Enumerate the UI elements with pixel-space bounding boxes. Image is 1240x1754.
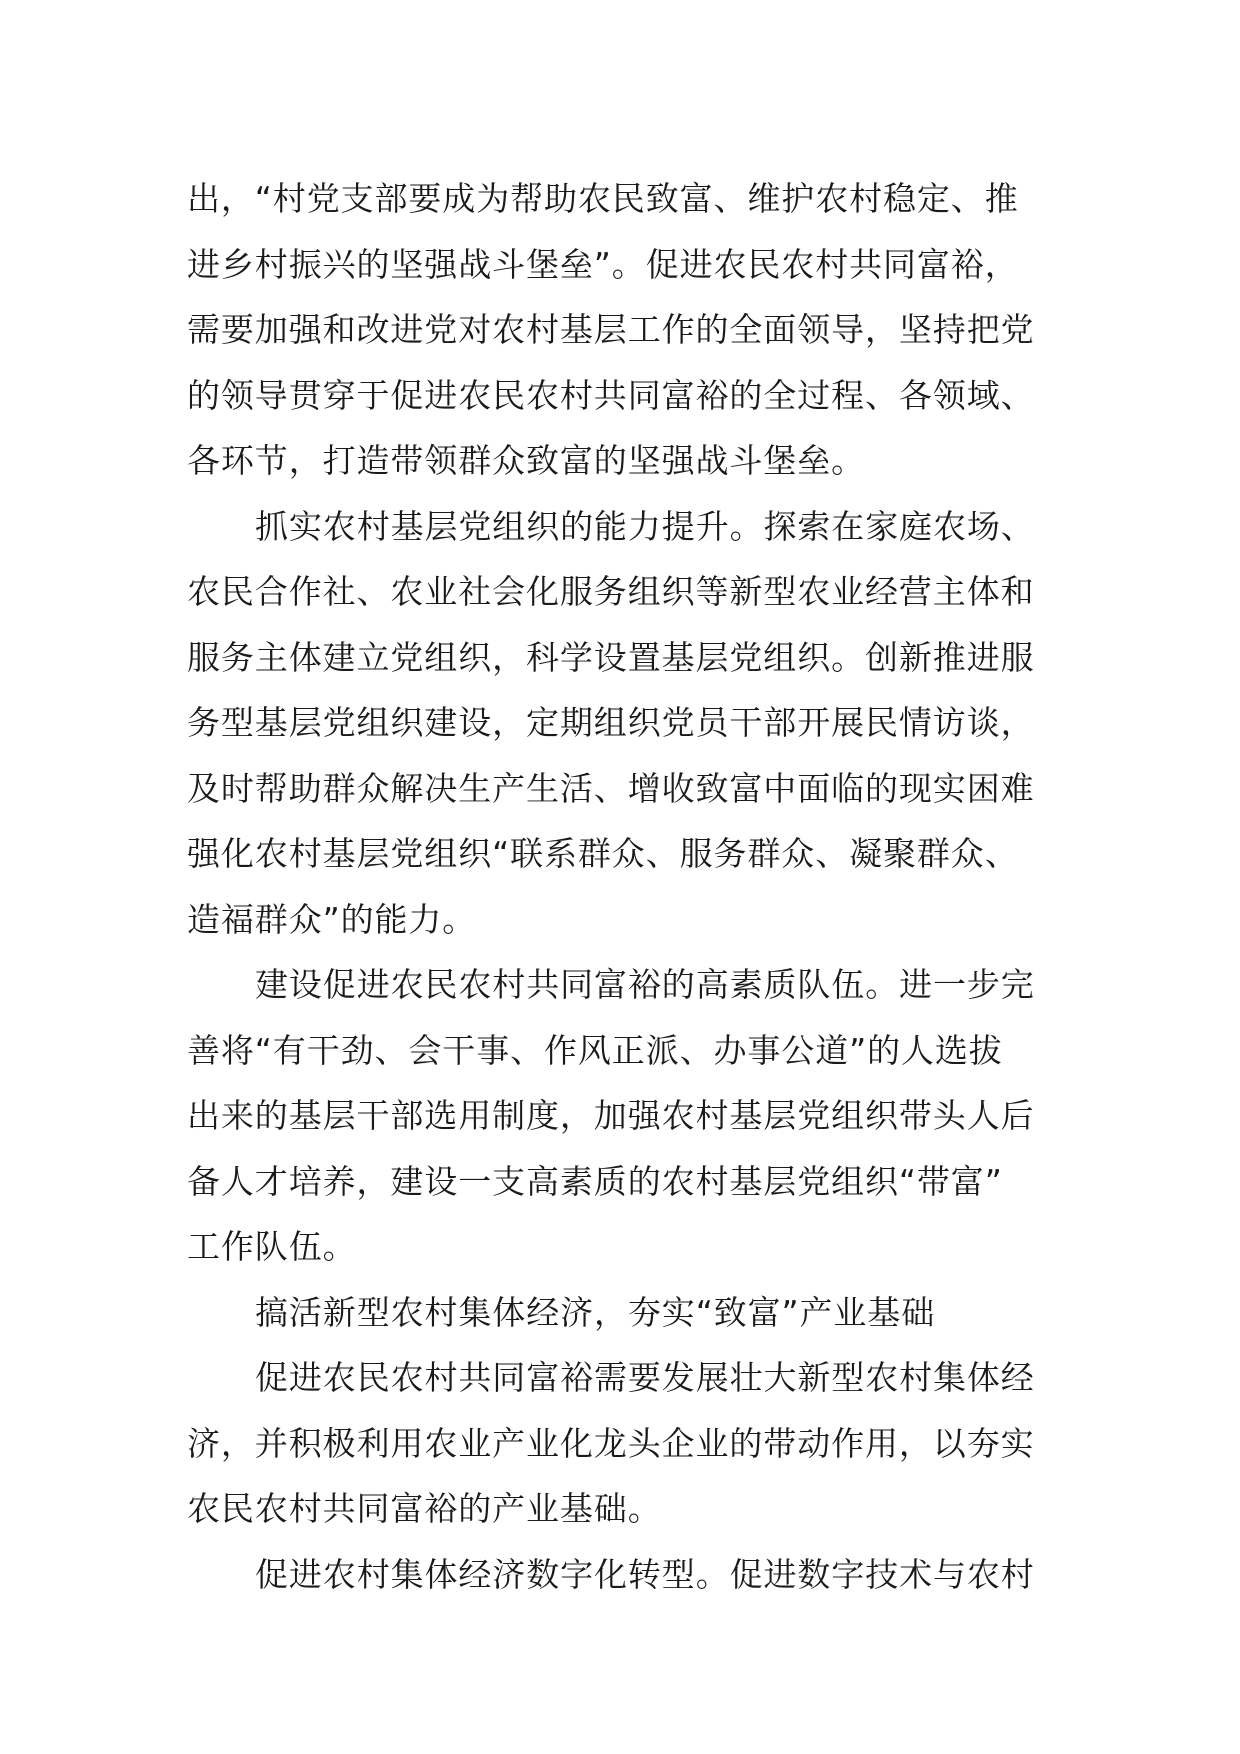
text-line: 搞活新型农村集体经济，夯实“致富”产业基础: [255, 1292, 936, 1332]
paragraph-5: [187, 1345, 1053, 1542]
paragraph-6: [187, 1542, 1053, 1608]
text-line: 建设促进农民农村共同富裕的高素质队伍。进一步完: [255, 965, 1035, 1004]
text-line: 需要加强和改进党对农村基层工作的全面领导，坚持把党: [187, 310, 1035, 349]
text-line: 造福群众”的能力。: [187, 899, 477, 939]
paragraph-2: [187, 494, 1053, 953]
text-line: 及时帮助群众解决生产生活、增收致富中面临的现实困难: [187, 768, 1035, 808]
document-body: [187, 166, 1053, 1607]
text-line: 各环节，打造带领群众致富的坚强战斗堡垒。: [187, 441, 865, 480]
text-line: 促进农村集体经济数字化转型。促进数字技术与农村: [255, 1554, 1035, 1594]
section-heading: [187, 1280, 1053, 1346]
text-line: 进乡村振兴的坚强战斗堡垒”。促进农民农村共同富裕，: [187, 244, 1019, 284]
text-line: 强化农村基层党组织“联系群众、服务群众、凝聚群众、: [187, 834, 1019, 873]
text-line: 工作队伍。: [187, 1227, 357, 1266]
text-line: 促进农民农村共同富裕需要发展壮大新型农村集体经: [255, 1358, 1035, 1397]
text-line: 农民农村共同富裕的产业基础。: [187, 1489, 662, 1528]
text-line: 出来的基层干部选用制度，加强农村基层党组织带头人后: [187, 1096, 1035, 1135]
text-line: 服务主体建立党组织，科学设置基层党组织。创新推进服: [187, 637, 1035, 677]
text-line: 务型基层党组织建设，定期组织党员干部开展民情访谈，: [187, 703, 1035, 742]
text-line: 善将“有干劲、会干事、作风正派、办事公道”的人选拔: [187, 1030, 1003, 1070]
paragraph-1: [187, 166, 1053, 494]
text-line: 的领导贯穿于促进农民农村共同富裕的全过程、各领域、: [187, 375, 1035, 415]
text-line: 农民合作社、农业社会化服务组织等新型农业经营主体和: [187, 572, 1035, 611]
text-line: 抓实农村基层党组织的能力提升。探索在家庭农场、: [255, 506, 1035, 546]
paragraph-3: [187, 952, 1053, 1280]
text-line: 出，“村党支部要成为帮助农民致富、维护农村稳定、推: [187, 179, 1019, 218]
text-line: 备人才培养，建设一支高素质的农村基层党组织“带富”: [187, 1161, 1003, 1201]
text-line: 济，并积极利用农业产业化龙头企业的带动作用，以夯实: [187, 1423, 1035, 1463]
